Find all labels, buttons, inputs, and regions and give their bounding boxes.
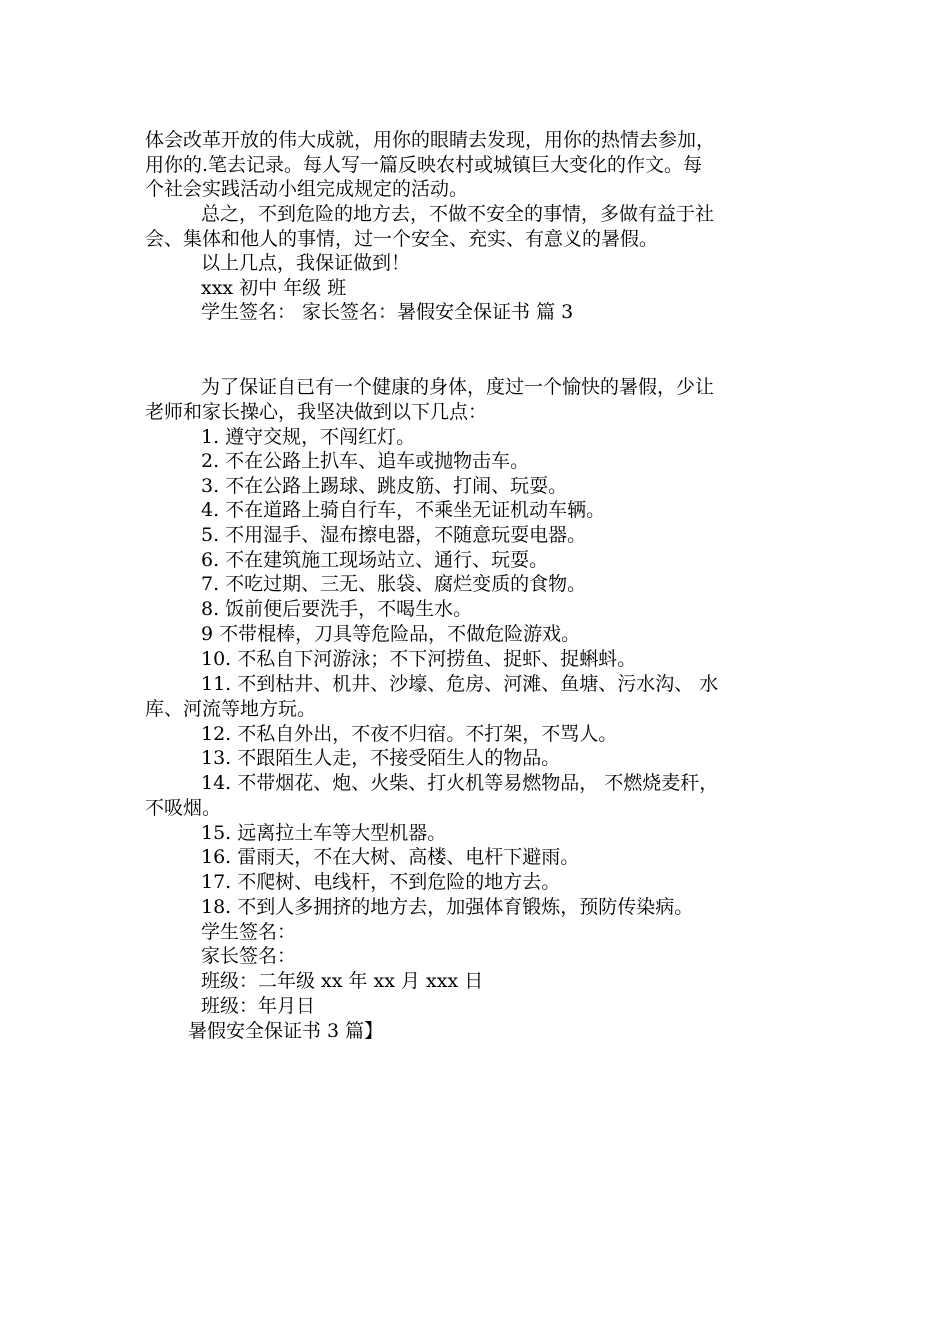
list-item: 7. 不吃过期、三无、胀袋、腐烂变质的食物。 xyxy=(201,573,587,595)
list-item: 10. 不私自下河游泳；不下河捞鱼、捉虾、捉蝌蚪。 xyxy=(201,648,637,670)
list-item: 13. 不跟陌生人走，不接受陌生人的物品。 xyxy=(201,747,561,769)
signature-line: 学生签名： 家长签名：暑假安全保证书 篇 3 xyxy=(201,301,574,323)
paragraph-line: 会、集体和他人的事情，过一个安全、充实、有意义的暑假。 xyxy=(145,228,659,250)
student-signature-line: 学生签名： xyxy=(201,921,297,943)
list-item: 11. 不到枯井、机井、沙壕、危房、河滩、鱼塘、污水沟、 水 xyxy=(201,673,719,695)
list-item: 8. 饭前便后要洗手，不喝生水。 xyxy=(201,598,473,620)
list-item: 14. 不带烟花、炮、火柴、打火机等易燃物品， 不燃烧麦秆， xyxy=(201,772,719,794)
list-item: 9 不带棍棒，刀具等危险品，不做危险游戏。 xyxy=(201,623,581,645)
paragraph-line: 为了保证自已有一个健康的身体，度过一个愉快的暑假，少让 xyxy=(201,376,715,398)
pledge-line: 以上几点，我保证做到！ xyxy=(201,252,411,274)
list-item: 12. 不私自外出，不夜不归宿。不打架，不骂人。 xyxy=(201,723,618,745)
list-item-continuation: 库、河流等地方玩。 xyxy=(145,698,317,720)
school-class-line: xxx 初中 年级 班 xyxy=(201,277,347,299)
list-item: 2. 不在公路上扒车、追车或抛物击车。 xyxy=(201,450,530,472)
footer-title: 暑假安全保证书 3 篇】 xyxy=(188,1020,384,1042)
paragraph-line: 用你的.笔去记录。每人写一篇反映农村或城镇巨大变化的作文。每 xyxy=(145,154,703,176)
list-item: 6. 不在建筑施工现场站立、通行、玩耍。 xyxy=(201,549,549,571)
class-date-line: 班级：年月日 xyxy=(201,995,316,1017)
list-item: 17. 不爬树、电线杆，不到危险的地方去。 xyxy=(201,871,561,893)
list-item: 18. 不到人多拥挤的地方去，加强体育锻炼，预防传染病。 xyxy=(201,896,694,918)
paragraph-line: 总之，不到危险的地方去，不做不安全的事情，多做有益于社 xyxy=(201,203,715,225)
list-item: 3. 不在公路上踢球、跳皮筋、打闹、玩耍。 xyxy=(201,475,568,497)
list-item-continuation: 不吸烟。 xyxy=(145,797,222,819)
list-item: 1. 遵守交规，不闯红灯。 xyxy=(201,426,416,448)
parent-signature-line: 家长签名： xyxy=(201,945,297,967)
class-date-line: 班级：二年级 xx 年 xx 月 xxx 日 xyxy=(201,970,484,992)
list-item: 4. 不在道路上骑自行车，不乘坐无证机动车辆。 xyxy=(201,499,606,521)
list-item: 16. 雷雨天，不在大树、高楼、电杆下避雨。 xyxy=(201,846,580,868)
paragraph-line: 个社会实践活动小组完成规定的活动。 xyxy=(145,178,469,200)
list-item: 5. 不用湿手、湿布擦电器，不随意玩耍电器。 xyxy=(201,524,587,546)
paragraph-line: 老师和家长操心，我坚决做到以下几点： xyxy=(145,401,488,423)
list-item: 15. 远离拉土车等大型机器。 xyxy=(201,822,447,844)
paragraph-line: 体会改革开放的伟大成就，用你的眼睛去发现，用你的热情去参加， xyxy=(145,129,716,151)
